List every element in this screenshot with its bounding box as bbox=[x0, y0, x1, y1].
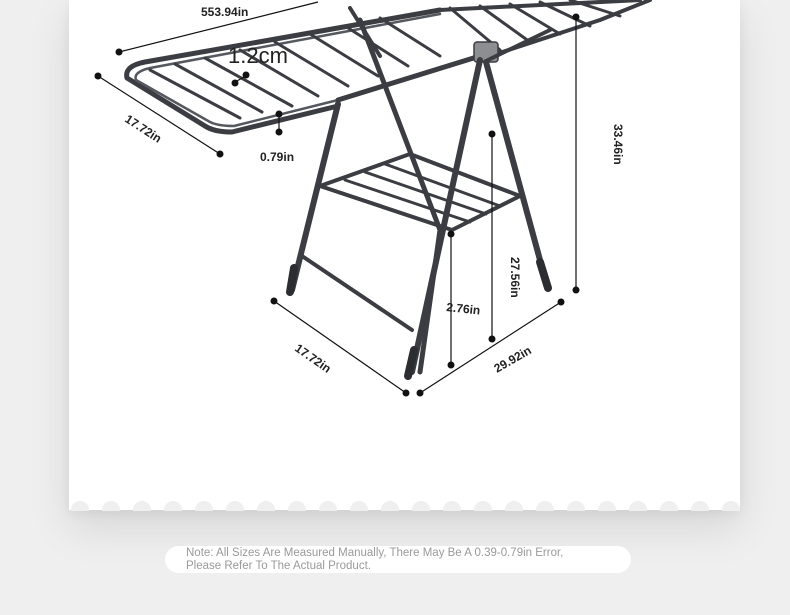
scallop-notch bbox=[164, 501, 182, 511]
scallop-notch bbox=[102, 501, 120, 511]
scalloped-edge bbox=[69, 499, 740, 511]
note-line-1: Note: All Sizes Are Measured Manually, There May Be A 0.39-0.79in Error, bbox=[186, 547, 564, 559]
scallop-notch bbox=[443, 501, 461, 511]
scallop-notch bbox=[722, 501, 740, 511]
scallop-notch bbox=[195, 501, 213, 511]
scallop-notch bbox=[133, 501, 151, 511]
shelf-height-label: 27.56in bbox=[508, 257, 522, 298]
total-height-label: 33.46in bbox=[611, 124, 625, 165]
top-width-label: 553.94in bbox=[201, 5, 249, 19]
scallop-notch bbox=[536, 501, 554, 511]
dimension-lines bbox=[95, 2, 580, 397]
base-depth-label: 17.72in bbox=[292, 340, 334, 376]
base-width-label: 29.92in bbox=[491, 343, 534, 376]
tube-gap-label: 0.79in bbox=[260, 150, 295, 164]
scallop-notch bbox=[381, 501, 399, 511]
scallop-notch bbox=[412, 501, 430, 511]
scallop-notch bbox=[474, 501, 492, 511]
scallop-notch bbox=[288, 501, 306, 511]
wing-depth-label: 17.72in bbox=[122, 111, 165, 146]
disclaimer-note bbox=[165, 546, 631, 573]
scallop-notch bbox=[257, 501, 275, 511]
scallop-notch bbox=[629, 501, 647, 511]
scallop-notch bbox=[319, 501, 337, 511]
note-line-2: Please Refer To The Actual Product. bbox=[186, 560, 371, 572]
scallop-notch bbox=[660, 501, 678, 511]
tube-size-label: 1.2cm bbox=[228, 43, 288, 68]
scallop-notch bbox=[350, 501, 368, 511]
foot-height-label: 2.76in bbox=[445, 300, 481, 318]
drying-rack-illustration bbox=[69, 0, 740, 510]
scallop-notch bbox=[598, 501, 616, 511]
scallop-notch bbox=[505, 501, 523, 511]
product-image-card bbox=[69, 0, 740, 510]
rack-frame bbox=[127, 0, 650, 376]
scallop-notch bbox=[71, 501, 89, 511]
scallop-notch bbox=[567, 501, 585, 511]
scallop-notch bbox=[226, 501, 244, 511]
scallop-notch bbox=[691, 501, 709, 511]
